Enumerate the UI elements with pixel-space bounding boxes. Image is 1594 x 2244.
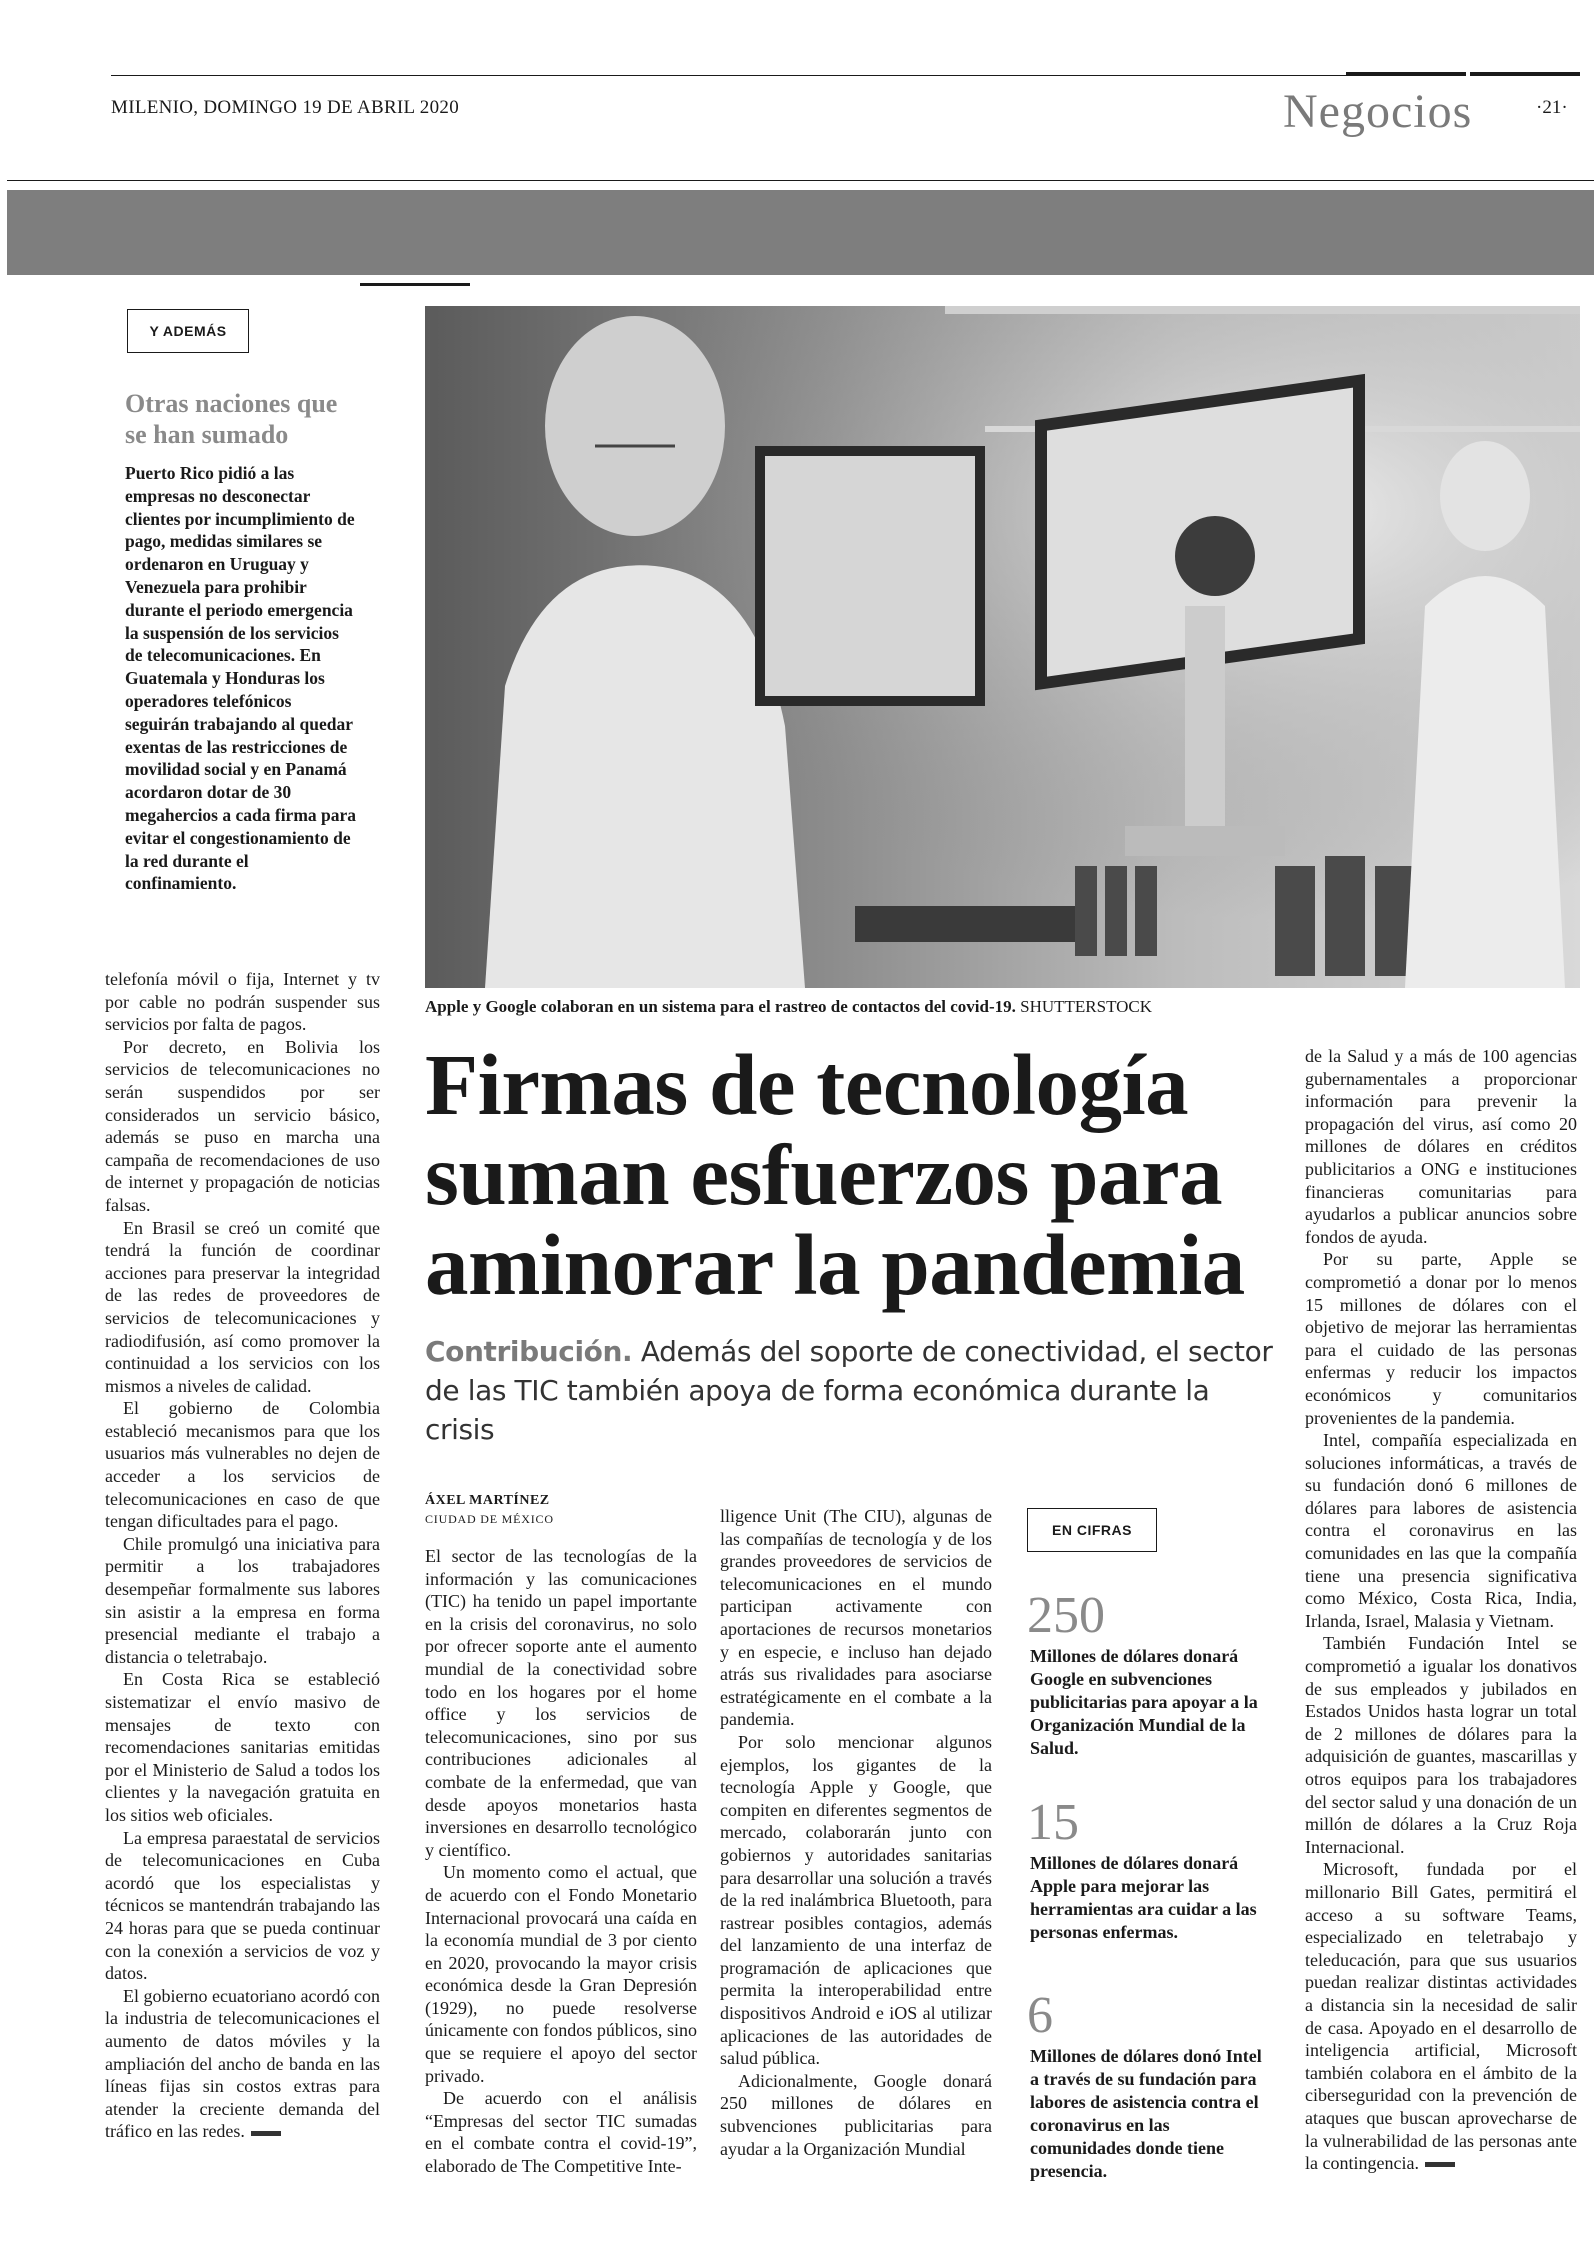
paragraph: Un momento como el actual, que de acuerdo con el Fondo Monetario Internacional provocará una caída en la economía mundial de 3 por ciento en 2020, provocando la mayor crisis económica desde la Gran Depresión (1929), no puede resolverse únicamente con fondos públicos, sino que se requiere el apoyo del sector privado. [425, 1862, 697, 2086]
headline: Firmas de tecnología suman esfuerzos para aminorar la pandemia [425, 1036, 1245, 1313]
end-mark [1425, 2162, 1455, 2167]
paragraph: En Costa Rica se estableció sistematizar el envío masivo de mensajes de texto con recomendaciones sanitarias emitidas por el Ministerio de Salud a todos los clientes y la navegación gratuita en los sitios web oficiales. [105, 1669, 380, 1825]
figure-number: 15 [1027, 1794, 1079, 1851]
paragraph: El gobierno ecuatoriano acordó con la industria de telecomunicaciones el aumento de datos móviles y la ampliación del ancho de banda en las líneas fijas sin costos extras para atender la creciente demanda del tráfico en las redes. [105, 1985, 380, 2142]
photo-credit: SHUTTERSTOCK [1020, 997, 1153, 1016]
masthead-date: MILENIO, DOMINGO 19 DE ABRIL 2020 [111, 97, 460, 118]
caption-text: Apple y Google colaboran en un sistema para el rastreo de contactos del covid-19. [425, 997, 1016, 1016]
paragraph: Por su parte, Apple se comprometió a donar por lo menos 15 millones de dólares con el objetivo de mejorar las herramientas para el cuidado de las personas enfermas y reducir los impactos económicos y comunitarios provenientes de la pandemia. [1305, 1249, 1577, 1428]
paragraph: Por solo mencionar algunos ejemplos, los gigantes de la tecnología Apple y Google, que compiten en diferentes segmentos de mercado, colaborarán junto con gobiernos y autoridades sanitarias para desarrollar una solución a través de la red inalámbrica Bluetooth, para rastrear posibles contagios, además del lanzamiento de una interfaz de programación de aplicaciones que permita la interoperabilidad entre dispositivos Android e iOS al utilizar aplicaciones de las autoridades de salud pública. [720, 1731, 992, 2069]
lab-photo [425, 306, 1580, 988]
top-rule-left [111, 75, 1346, 76]
paragraph: Chile promulgó una iniciativa para permitir a los trabajadores desempeñar formalmente sus labores sin asistir a la empresa en forma presencial mediante el trabajo a distancia o teletrabajo. [105, 1533, 380, 1667]
paragraph: La empresa paraestatal de servicios de telecomunicaciones en Cuba acordó que los especialistas y técnicos se mantendrán trabajando las 24 horas para que se pueda continuar con la conexión a servicios de voz y datos. [105, 1827, 380, 1984]
deck-kicker: Contribución. [425, 1335, 633, 1368]
byline-city: CIUDAD DE MÉXICO [425, 1512, 554, 1526]
article-column-2 [425, 1545, 697, 2178]
article-column-5 [1305, 1045, 1577, 2175]
paragraph: Microsoft, fundada por el millonario Bill Gates, permitirá el acceso a su software Teams, especializado en teletrabajo y teleducación, para que sus usuarios puedan realizar distintas actividades a distancia sin la necesidad de salir de casa. Apoyado en el desarrollo de inteligencia artificial, Microsoft también colabora en el ámbito de la ciberseguridad con la prevención de ataques que buscan aprovecharse de la vulnerabilidad de las personas ante la contingencia. [1305, 1859, 1577, 2174]
paragraph: telefonía móvil o fija, Internet y tv por cable no podrán suspender sus servicios por falta de pagos. [105, 969, 380, 1035]
article-column-3 [720, 1505, 992, 2160]
figure-text: Millones de dólares donará Google en subvenciones publicitarias para apoyar a la Organización Mundial de la Salud. [1030, 1646, 1258, 1758]
figure-text: Millones de dólares donó Intel a través de su fundación para labores de asistencia contra el coronavirus en las comunidades donde tiene presencia. [1030, 2046, 1262, 2181]
deck-text: Además del soporte de conectividad, el sector de las TIC también apoya de forma económica durante la crisis [425, 1335, 1273, 1446]
figure-number: 6 [1027, 1987, 1053, 2044]
end-mark [251, 2131, 281, 2136]
paragraph: El sector de las tecnologías de la información y las comunicaciones (TIC) ha tenido un papel importante en la crisis del coronavirus, no solo por ofrecer soporte ante el aumento mundial de la conectividad sobre todo en los hogares por el home office y los servicios de telecomunicaciones, sino por sus contribuciones adicionales al combate de la enfermedad, que van desde apoyos monetarios hasta inversiones en desarrollo tecnológico y científico. [425, 1546, 697, 1860]
paragraph: lligence Unit (The CIU), algunas de las compañías de tecnología y de los grandes proveedores de servicios de telecomunicaciones en el mundo participan activamente con aportaciones de recursos monetarios y en especie, e incluso han dejado atrás sus rivalidades para asociarse estratégicamente en el combate a la pandemia. [720, 1506, 992, 1730]
article-column-1 [105, 968, 380, 2143]
header-bottom-rule [7, 180, 1594, 181]
sidebar-tag: Y ADEMÁS [127, 309, 249, 353]
paragraph: El gobierno de Colombia estableció mecanismos para que los usuarios más vulnerables no dejen de acceder a los servicios de telecomunicaciones en caso de que tengan dificultades para el pago. [105, 1398, 380, 1532]
paragraph: De acuerdo con el análisis “Empresas del sector TIC sumadas en el combate contra el covid-19”, elaborado de The Competitive Inte- [425, 2088, 697, 2177]
sidebar-body: Puerto Rico pidió a las empresas no desconectar clientes por incumplimiento de pago, medidas similares se ordenaron en Uruguay y Venezuela para prohibir durante el periodo emergencia la suspensión de los servicios de telecomunicaciones. En Guatemala y Honduras los operadores telefónicos seguirán trabajando al quedar exentas de las restricciones de movilidad social y en Panamá acordaron dotar de 30 megahercios a cada firma para evitar el congestionamiento de la red durante el confinamiento. [125, 463, 357, 894]
figure-number: 250 [1027, 1587, 1105, 1644]
band-accent [360, 283, 470, 286]
paragraph: También Fundación Intel se comprometió a igualar los donativos de sus empleados y jubilados en Estados Unidos hasta lograr un total de 2 millones de dólares para la adquisición de guantes, mascarillas y otros equipos para los trabajadores del sector salud y una donación de un millón de dólares a la Cruz Roja Internacional. [1305, 1633, 1577, 1857]
paragraph: de la Salud y a más de 100 agencias gubernamentales a proporcionar información para prevenir la propagación del virus, así como 20 millones de dólares en créditos publicitarios a ONG e instituciones financieras comunitarias para ayudarlos a publicar anuncios sobre fondos de ayuda. [1305, 1046, 1577, 1247]
figure-text: Millones de dólares donará Apple para mejorar las herramientas ara cuidar a las personas enfermas. [1030, 1853, 1257, 1942]
paragraph: Intel, compañía especializada en soluciones informáticas, a través de su fundación donó 6 millones de dólares para labores de asistencia contra el coronavirus en las comunidades en las que la compañía tiene una presencia significativa como México, Costa Rica, India, Irlanda, Israel, Malasia y Vietnam. [1305, 1430, 1577, 1631]
paragraph: En Brasil se creó un comité que tendrá la función de coordinar acciones para preservar la integridad de las redes de proveedores de servicios de telecomunicaciones y radiodifusión, así como promover la continuidad a los servicios con los mismos a niveles de calidad. [105, 1217, 380, 1396]
paragraph: Adicionalmente, Google donará 250 millones de dólares en subvenciones publicitarias para ayudar a la Organización Mundial [720, 2070, 992, 2159]
top-rule-thick-1 [1346, 72, 1466, 76]
figures-tag: EN CIFRAS [1027, 1508, 1157, 1552]
deck [425, 1332, 1285, 1449]
byline-author: ÁXEL MARTÍNEZ [425, 1493, 550, 1508]
top-rule-thick-2 [1470, 72, 1580, 76]
sidebar-title: Otras naciones que se han sumado [125, 389, 338, 449]
section-name: Negocios [1283, 85, 1473, 138]
lab-photo-illustration [425, 306, 1580, 988]
photo-caption [425, 997, 1152, 1017]
header-gray-band [7, 190, 1594, 275]
page-number: ·21· [1536, 97, 1568, 118]
paragraph: Por decreto, en Bolivia los servicios de telecomunicaciones no serán suspendidos por ser considerados un servicio básico, además se puso en marcha una campaña de recomendaciones de uso de internet y propagación de noticias falsas. [105, 1036, 380, 1215]
